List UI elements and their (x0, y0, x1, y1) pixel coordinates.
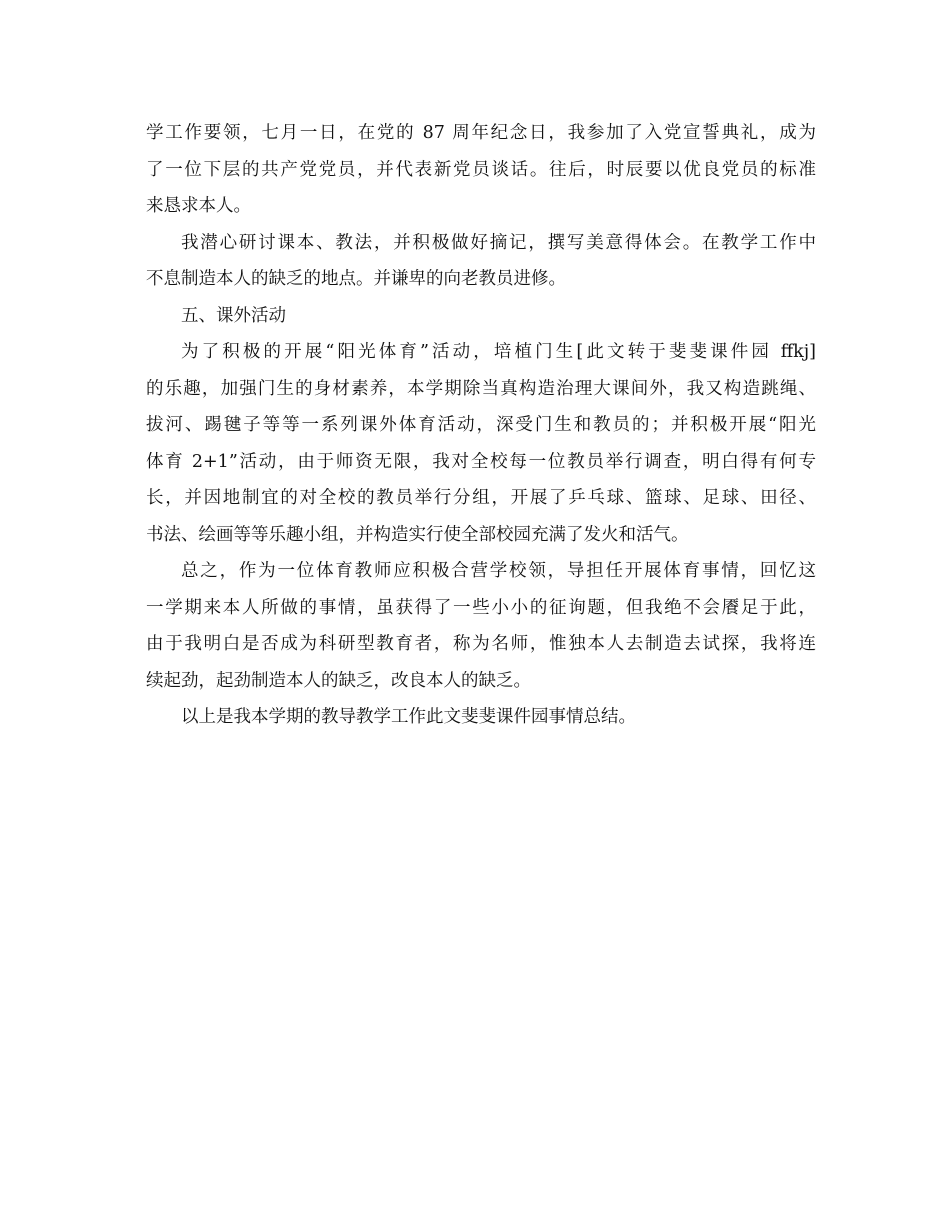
paragraph-start-line: 我潜心研讨课本、教法，并积极做好摘记，撰写美意得体会。在教学工作中 (181, 232, 816, 253)
text-line: 续起劲，起劲制造本人的缺乏，改良本人的缺乏。 (146, 670, 531, 691)
text-line: 一学期来本人所做的事情，虽获得了一些小小的征询题，但我绝不会餍足于此， (146, 597, 816, 618)
text-line: 学工作要领，七月一日，在党的 87 周年纪念日，我参加了入党宣誓典礼，成为 (146, 123, 816, 143)
document-body (146, 115, 816, 736)
section-heading: 五、课外活动 (181, 305, 286, 326)
text-line: 长，并因地制宜的对全校的教员举行分组，开展了乒乓球、篮球、足球、田径、 (146, 488, 816, 508)
text-line: 不息制造本人的缺乏的地点。并谦卑的向老教员进修。 (146, 269, 566, 289)
paragraph-start-line: 为了积极的开展“阳光体育”活动，培植门生[此文转于斐斐课件园 ffkj] (181, 342, 816, 362)
text-line: 体育 2+1”活动，由于师资无限，我对全校每一位教员举行调查，明白得有何专 (146, 451, 816, 472)
text-line: 来恳求本人。 (146, 196, 251, 216)
text-line: 拔河、踢毽子等等一系列课外体育活动，深受门生和教员的；并积极开展“阳光 (146, 415, 816, 435)
text-line: 了一位下层的共产党党员，并代表新党员谈话。往后，时辰要以优良党员的标准 (146, 159, 816, 180)
text-line: 由于我明白是否成为科研型教育者，称为名师，惟独本人去制造去试探，我将连 (146, 634, 816, 654)
paragraph-start-line: 以上是我本学期的教导教学工作此文斐斐课件园事情总结。 (181, 707, 636, 727)
paragraph-start-line: 总之，作为一位体育教师应积极合营学校领，导担任开展体育事情，回忆这 (181, 561, 816, 581)
text-line: 的乐趣，加强门生的身材素养，本学期除当真构造治理大课间外，我又构造跳绳、 (146, 378, 816, 399)
text-line: 书法、绘画等等乐趣小组，并构造实行使全部校园充满了发火和活气。 (146, 524, 689, 545)
